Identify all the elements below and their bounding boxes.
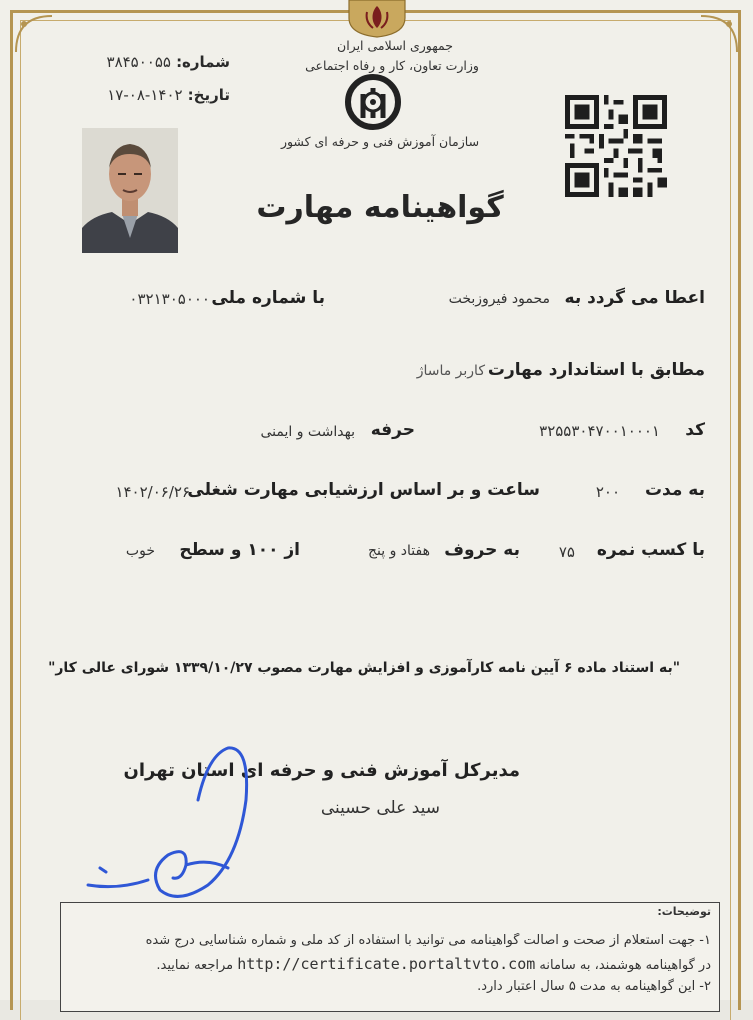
- level-label: از ۱۰۰ و سطح: [179, 540, 300, 560]
- standard-value: کاربر ماساژ: [416, 363, 485, 379]
- code-label: کد: [685, 420, 705, 440]
- signatory-title: مدیرکل آموزش فنی و حرفه ای استان تهران: [123, 760, 520, 781]
- ministry-name: وزارت تعاون، کار و رفاه اجتماعی: [305, 58, 479, 73]
- certificate-number-value: ۳۸۴۵۰۰۵۵: [106, 53, 171, 71]
- certificate-title: گواهینامه مهارت: [256, 190, 504, 225]
- notes-line-2-suffix: مراجعه نمایید.: [156, 958, 234, 973]
- iran-emblem-icon: [343, 0, 411, 38]
- issue-date-row: [68, 85, 230, 104]
- qr-code-icon: [565, 95, 667, 197]
- national-id-value: ۰۳۲۱۳۰۵۰۰۰: [129, 290, 210, 308]
- organization-name: سازمان آموزش فنی و حرفه ای کشور: [280, 134, 480, 149]
- notes-line-2-prefix: در گواهینامه هوشمند، به سامانه: [539, 958, 711, 973]
- duration-value: ۲۰۰: [595, 483, 620, 501]
- tvto-logo-icon: [343, 74, 403, 130]
- score-value: ۷۵: [558, 543, 575, 561]
- standard-label: مطابق با استاندارد مهارت: [487, 360, 705, 380]
- certificate-number-label: شماره:: [176, 53, 230, 71]
- country-name: جمهوری اسلامی ایران: [337, 38, 453, 53]
- legal-reference: "به استناد ماده ۶ آیین نامه کارآموزی و افزایش مهارت مصوب ۱۳۳۹/۱۰/۲۷ شورای عالی کار": [48, 660, 680, 676]
- notes-line-1: ۱- جهت استعلام از صحت و اصالت گواهینامه می توانید با استفاده از کد ملی و شماره شناسایی درج شده: [145, 933, 711, 948]
- certificate-number-row: [70, 52, 230, 71]
- trade-label: حرفه: [370, 420, 415, 440]
- holder-photo: [82, 128, 178, 253]
- awarded-name: محمود فیروزبخت: [448, 291, 550, 307]
- code-value: ۳۲۵۵۳۰۴۷۰۰۱۰۰۰۱: [539, 422, 660, 440]
- issue-date-value: ۱۴۰۲-۰۸-۱۷: [107, 86, 183, 104]
- notes-line-2: [66, 955, 711, 973]
- corner-ornament-top-left: [14, 14, 54, 54]
- signatory-name: سید علی حسینی: [320, 798, 440, 818]
- notes-line-3: ۲- این گواهینامه به مدت ۵ سال اعتبار دارد.: [477, 979, 711, 994]
- notes-heading: توضیحات:: [657, 905, 711, 918]
- exam-date-value: ۱۴۰۲/۰۶/۲۶: [115, 483, 190, 501]
- national-id-label: با شماره ملی: [211, 288, 325, 308]
- awarded-label: اعطا می گردد به: [564, 288, 705, 308]
- words-label: به حروف: [444, 540, 520, 560]
- duration-label: به مدت: [644, 480, 705, 500]
- signature-drawing: [78, 740, 268, 915]
- notes-box: [60, 902, 720, 1012]
- issue-date-label: تاریخ:: [187, 86, 230, 104]
- trade-value: بهداشت و ایمنی: [260, 424, 355, 440]
- verification-url[interactable]: http://certificate.portaltvto.com: [237, 955, 536, 973]
- corner-ornament-top-right: [699, 14, 739, 54]
- hours-label: ساعت و بر اساس ارزشیابی مهارت شغلی: [187, 480, 540, 500]
- score-label: با کسب نمره: [596, 540, 705, 560]
- level-value: خوب: [125, 543, 155, 559]
- words-value: هفتاد و پنج: [367, 543, 430, 559]
